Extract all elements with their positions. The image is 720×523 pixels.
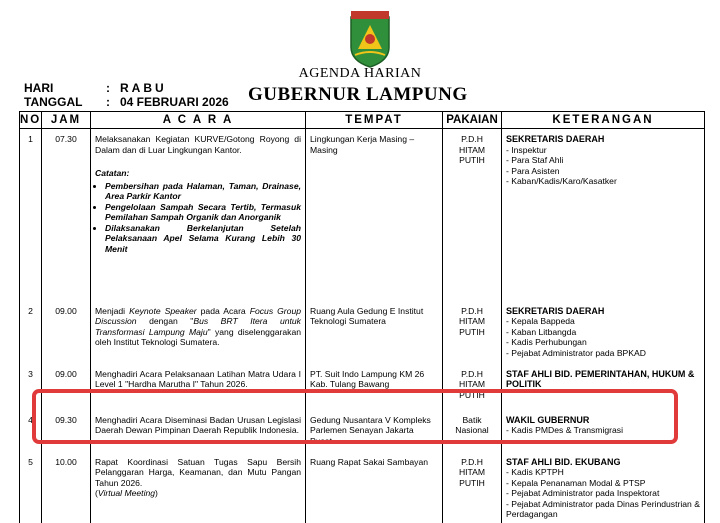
row-attire: [443, 301, 502, 364]
list-item: • Pengelolaan Sampah Secara Tertib, Termasuk Pemilahan Sampah Organik dan Anorganik: [105, 202, 301, 223]
row-event: Menghadiri Acara Pelaksanaan Latihan Matra Udara I Level 1 "Hardha Marutha I" Tahun 2026.: [91, 364, 306, 410]
row-no: 5: [20, 452, 42, 523]
attire-line: P.D.H: [461, 456, 483, 467]
row-event: [91, 452, 306, 523]
row-no: 2: [20, 301, 42, 364]
notes-label: Catatan:: [95, 168, 130, 178]
event-note-text: Virtual Meeting: [97, 488, 156, 498]
col-header-keterangan: KETERANGAN: [502, 112, 705, 129]
event-text: " yang diselenggarakan oleh Institut Teknologi Sumatera.: [95, 326, 301, 347]
col-header-no: NO: [20, 112, 42, 129]
list-item: - Para Staf Ahli: [506, 155, 700, 166]
day-label: HARI: [24, 81, 54, 95]
row-notes: [502, 452, 705, 523]
attire-line: P.D.H: [461, 305, 483, 316]
table-row: [20, 129, 705, 301]
notes-items: [506, 467, 700, 520]
date-label: TANGGAL: [24, 95, 83, 109]
table-row: [20, 301, 705, 364]
list-item: - Kaban Litbangda: [506, 327, 700, 338]
attire-line: PUTIH: [459, 155, 485, 165]
notes-items: [506, 145, 700, 187]
event-text: Rapat Koordinasi Satuan Tugas Sapu Bersih Pelanggaran Harga, Keamanan, dan Mutu Pangan Tahun 2026.: [95, 456, 301, 488]
event-text: Bus BRT Itera untuk Transformasi Lampung Maju: [95, 316, 301, 337]
attire-line: Nasional: [455, 425, 489, 435]
list-item: - Inspektur: [506, 145, 700, 156]
date-colon: :: [106, 95, 110, 109]
table-row: [20, 452, 705, 523]
notes-head: STAF AHLI BID. PEMERINTAHAN, HUKUM & POLITIK: [506, 368, 695, 389]
event-text: Melaksanakan Kegiatan KURVE/Gotong Royong di Dalam dan di Luar Lingkungan Kantor.: [95, 134, 301, 155]
row-no: 3: [20, 364, 42, 410]
col-header-tempat: TEMPAT: [306, 112, 443, 129]
date-value: 04 FEBRUARI 2026: [120, 95, 229, 109]
row-attire: [443, 129, 502, 301]
day-row: [24, 81, 167, 95]
row-place: Lingkungan Kerja Masing – Masing: [306, 129, 443, 301]
event-text: Keynote Speaker: [129, 305, 197, 316]
attire-line: PUTIH: [459, 389, 485, 400]
notes-head: STAF AHLI BID. EKUBANG: [506, 456, 621, 467]
attire-line: HITAM: [458, 316, 486, 326]
governor-title: GUBERNUR LAMPUNG: [248, 84, 468, 105]
list-item: - Kadis PMDes & Transmigrasi: [506, 425, 700, 436]
notes-head: SEKRETARIS DAERAH: [506, 305, 605, 316]
lampung-emblem-icon: [347, 9, 393, 69]
row-time: 09.00: [42, 301, 91, 364]
attire-line: Batik: [462, 414, 482, 425]
attire-line: P.D.H: [461, 368, 483, 379]
agenda-title: AGENDA HARIAN: [298, 66, 422, 81]
attire-line: HITAM: [458, 144, 486, 155]
list-item: - Pejabat Administrator pada Dinas Perindustrian & Perdagangan: [506, 499, 700, 520]
col-header-acara: A C A R A: [91, 112, 306, 129]
row-time: 09.00: [42, 364, 91, 410]
row-no: 1: [20, 129, 42, 301]
row-time: 10.00: [42, 452, 91, 523]
list-item: - Para Asisten: [506, 166, 700, 177]
col-header-pakaian: PAKAIAN: [443, 112, 502, 129]
row-time: 07.30: [42, 129, 91, 301]
table-header-row: [20, 112, 705, 129]
attire-line: HITAM: [458, 467, 486, 477]
list-item: - Pejabat Administrator pada Inspektorat: [506, 488, 700, 499]
list-item: - Kaban/Kadis/Karo/Kasatker: [506, 176, 700, 187]
row-event: Menghadiri Acara Diseminasi Badan Urusan Legislasi Daerah Dewan Pimpinan Daerah Republik Indonesia.: [91, 410, 306, 452]
day-colon: :: [106, 81, 110, 95]
notes-items: [506, 316, 700, 358]
row-attire: [443, 452, 502, 523]
event-text: Menjadi: [95, 305, 130, 316]
list-item: - Pejabat Administrator pada BPKAD: [506, 348, 700, 359]
agenda-table: [19, 111, 705, 523]
event-note: (Virtual Meeting): [95, 488, 158, 498]
attire-line: PUTIH: [459, 326, 485, 337]
row-place: Ruang Aula Gedung E Institut Teknologi Sumatera: [306, 301, 443, 364]
list-item: • Pembersihan pada Halaman, Taman, Drainase, Area Parkir Kantor: [105, 181, 301, 202]
day-value: RABU: [120, 81, 167, 95]
list-item: - Kadis Perhubungan: [506, 337, 700, 348]
list-item: - Kepala Penanaman Modal & PTSP: [506, 478, 700, 489]
notes-head: SEKRETARIS DAERAH: [506, 134, 605, 144]
attire-line: P.D.H: [461, 134, 483, 144]
row-place: PT. Suit Indo Lampung KM 26 Kab. Tulang Bawang: [306, 364, 443, 410]
notes-list: [95, 181, 301, 255]
attire-line: PUTIH: [459, 477, 485, 488]
attire-line: HITAM: [458, 379, 486, 389]
list-item: - Kadis KPTPH: [506, 467, 700, 478]
highlight-box: [32, 389, 678, 444]
row-event: [91, 129, 306, 301]
row-place: Gedung Nusantara V Kompleks Parlemen Senayan Jakarta Pusat: [306, 410, 443, 452]
list-item: - Kepala Bappeda: [506, 316, 700, 327]
date-row: [24, 95, 229, 109]
notes-head: WAKIL GUBERNUR: [506, 414, 590, 425]
row-event: [91, 301, 306, 364]
row-no: 4: [20, 410, 42, 452]
row-notes: [502, 301, 705, 364]
event-text: pada Acara: [196, 305, 250, 316]
row-notes: [502, 129, 705, 301]
event-text: Focus Group Discussion: [95, 305, 301, 326]
col-header-jam: JAM: [42, 112, 91, 129]
row-place: Ruang Rapat Sakai Sambayan: [306, 452, 443, 523]
event-text: dengan ": [136, 316, 194, 326]
list-item: • Dilaksanakan Berkelanjutan Setelah Pelaksanaan Apel Selama Kurang Lebih 30 Menit: [105, 223, 301, 255]
row-time: 09.30: [42, 410, 91, 452]
